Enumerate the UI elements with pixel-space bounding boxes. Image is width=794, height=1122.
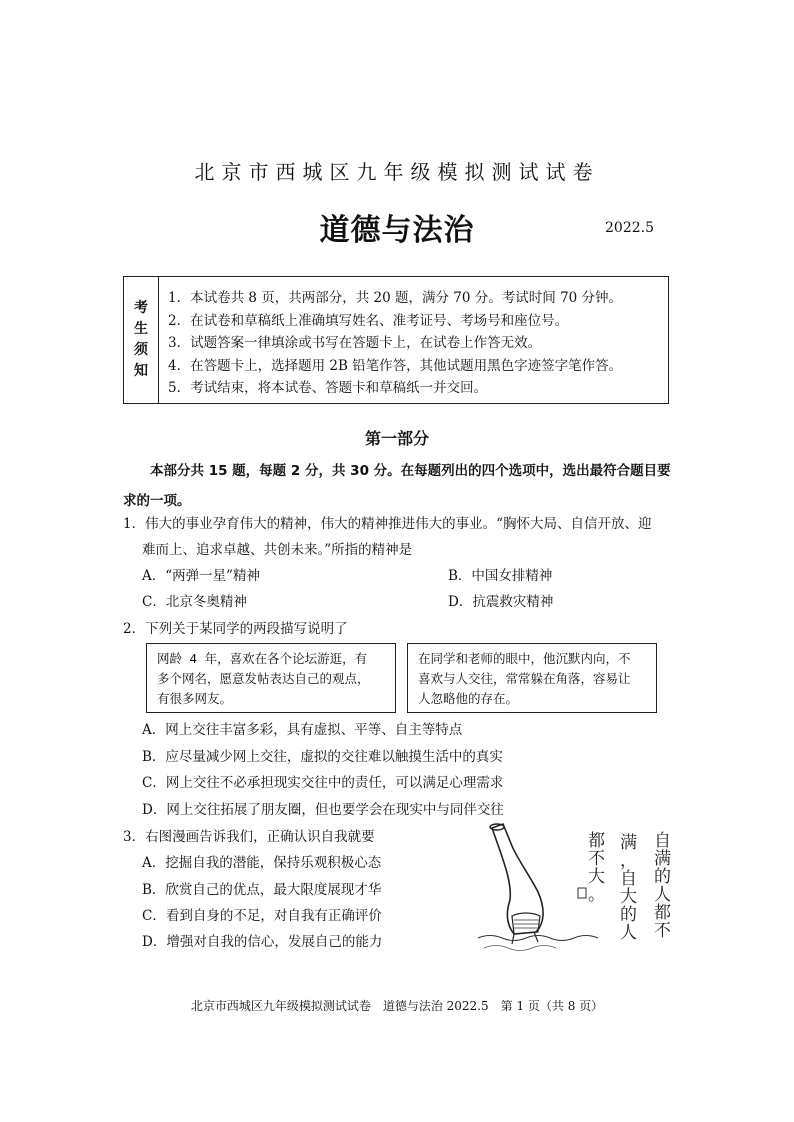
- page-footer: 北京市西城区九年级模拟测试试卷 道德与法治 2022.5 第 1 页（共 8 页）: [190, 999, 604, 1013]
- q3-stem: 3．右图漫画告诉我们，正确认识自我就要: [123, 829, 375, 845]
- exam-notice-box: [123, 276, 669, 404]
- q3-option-c: C．看到自身的不足，对自我有正确评价: [142, 908, 382, 924]
- part-one-intro: 本部分共 15 题，每题 2 分，共 30 分。在每题列出的四个选项中，选出最符合题目要求的一项。: [123, 463, 671, 509]
- cartoon-illustration: [470, 820, 680, 962]
- box-line: 有很多网友。: [157, 691, 233, 706]
- part-one-title: 第一部分: [364, 429, 429, 448]
- box-line: 网龄 4 年，喜欢在各个论坛游逛，有: [157, 651, 368, 666]
- notice-label: [124, 277, 159, 403]
- cartoon-caption-col3: 都不大。: [588, 831, 605, 905]
- q2-option-c: C．网上交往不必承担现实交往中的责任，可以满足心理需求: [142, 775, 504, 791]
- exam-date: 2022.5: [605, 220, 654, 236]
- notice-label-char: 知: [134, 363, 148, 379]
- box-line: 在同学和老师的眼中，他沉默内向，不: [418, 651, 631, 666]
- q2-description-box-offline: [407, 643, 657, 713]
- q2-option-d: D．网上交往拓展了朋友圈，但也要学会在现实中与同伴交往: [142, 802, 504, 818]
- q3-option-d: D．增强对自我的信心，发展自己的能力: [142, 934, 383, 950]
- notice-items: [168, 287, 622, 400]
- q3-option-b: B．欣赏自己的优点，最大限度展现才华: [142, 882, 382, 898]
- cartoon-caption-col2: 满，自大的人: [620, 833, 637, 943]
- notice-label-char: 考: [134, 300, 148, 316]
- q1-stem-line2: 难而上、追求卓越、共创未来。”所指的精神是: [142, 542, 413, 558]
- notice-item: 1．本试卷共 8 页，共两部分，共 20 题，满分 70 分。考试时间 70 分钟。: [168, 290, 623, 306]
- q3-option-a: A．挖掘自我的潜能，保持乐观积极心态: [142, 855, 382, 871]
- notice-label-char: 生: [134, 321, 148, 337]
- box-line: 喜欢与人交往，常常躲在角落，容易让: [418, 671, 631, 686]
- subject-title: 道德与法治: [319, 213, 475, 248]
- q2-stem: 2．下列关于某同学的两段描写说明了: [123, 621, 348, 637]
- notice-item: 4．在答题卡上，选择题用 2B 铅笔作答，其他试题用黑色字迹签字笔作答。: [168, 357, 623, 374]
- notice-item: 2．在试卷和草稿纸上准确填写姓名、准考证号、考场号和座位号。: [168, 312, 569, 329]
- q2-option-b: B．应尽量减少网上交往，虚拟的交往难以触摸生活中的真实: [142, 749, 503, 765]
- q1-option-c: C．北京冬奥精神: [142, 594, 247, 610]
- vase-icon: [492, 824, 543, 934]
- q1-option-a: A．“两弹一星”精神: [142, 568, 261, 584]
- notice-item: 3．试题答案一律填涂或书写在答题卡上，在试卷上作答无效。: [168, 335, 542, 352]
- q2-description-box-online: [146, 643, 396, 713]
- box-line: 人忽略他的存在。: [418, 691, 519, 706]
- q1-option-d: D．抗震救灾精神: [448, 594, 554, 610]
- notice-item: 5．考试结束，将本试卷、答题卡和草稿纸一并交回。: [168, 380, 488, 397]
- q2-option-a: A．网上交往丰富多彩，具有虚拟、平等、自主等特点: [142, 722, 463, 738]
- q1-option-b: B．中国女排精神: [448, 568, 553, 584]
- exam-title: 北京市西城区九年级模拟测试试卷: [194, 160, 600, 184]
- q1-stem-line1: 1．伟大的事业孕育伟大的精神，伟大的精神推进伟大的事业。“胸怀大局、自信开放、迎: [123, 516, 652, 532]
- box-line: 多个网名，愿意发帖表达自己的观点，: [157, 671, 370, 686]
- seal-icon: [578, 888, 586, 898]
- notice-label-char: 须: [134, 342, 148, 358]
- cartoon-caption-col1: 自满的人都不: [654, 831, 671, 941]
